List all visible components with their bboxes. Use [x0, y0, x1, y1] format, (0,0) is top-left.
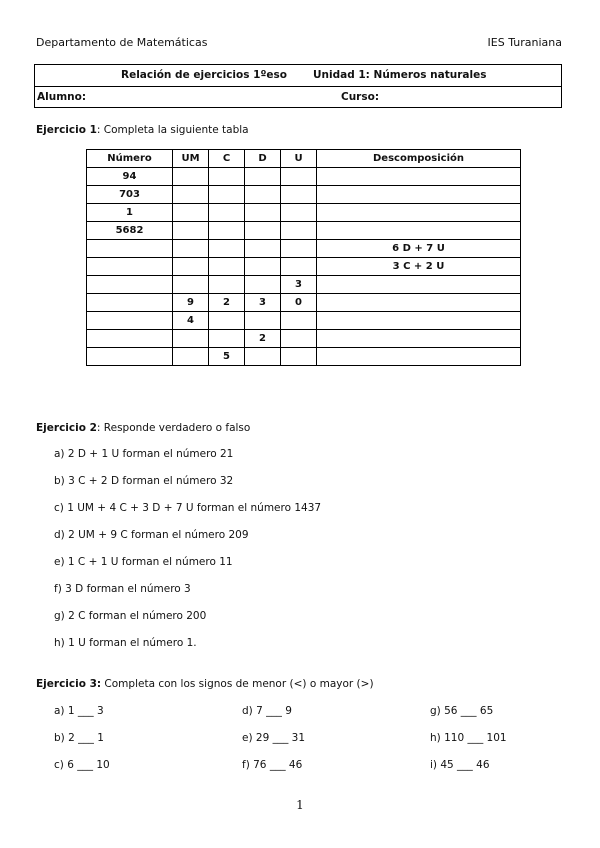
- table-cell: [245, 312, 281, 330]
- table-cell: [173, 330, 209, 348]
- ex3-item-e: e) 29 ___ 31: [242, 732, 306, 744]
- table-cell: 94: [87, 168, 173, 186]
- table-cell: [281, 204, 317, 222]
- table-cell: [209, 240, 245, 258]
- exercise-2-text: : Responde verdadero o falso: [96, 422, 251, 434]
- col-descomposicion: Descomposición: [317, 150, 521, 168]
- table-cell: [173, 276, 209, 294]
- ex2-item-g: g) 2 C forman el número 200: [54, 610, 207, 622]
- table-row: [87, 240, 521, 258]
- table-cell: [245, 186, 281, 204]
- table-cell: 2: [209, 294, 245, 312]
- table-cell: [245, 258, 281, 276]
- table-cell: [281, 330, 317, 348]
- table-cell: 4: [173, 312, 209, 330]
- course-label: Curso:: [341, 91, 380, 103]
- table-row: [87, 258, 521, 276]
- table-cell: [87, 294, 173, 312]
- table-cell: [281, 240, 317, 258]
- table-cell: [245, 276, 281, 294]
- ex2-item-h: h) 1 U forman el número 1.: [54, 637, 197, 649]
- table-cell: [317, 348, 521, 366]
- col-d: D: [245, 150, 281, 168]
- table-cell: [317, 312, 521, 330]
- table-cell: [281, 168, 317, 186]
- table-cell: [87, 330, 173, 348]
- table-header-row: [87, 150, 521, 168]
- table-cell: [317, 186, 521, 204]
- col-numero: Número: [87, 150, 173, 168]
- ex2-item-b: b) 3 C + 2 D forman el número 32: [54, 475, 234, 487]
- table-cell: [281, 258, 317, 276]
- ex3-item-a: a) 1 ___ 3: [54, 705, 104, 717]
- table-cell: [245, 240, 281, 258]
- table-cell: [245, 204, 281, 222]
- table-cell: 703: [87, 186, 173, 204]
- table-cell: [281, 186, 317, 204]
- table-cell: [209, 258, 245, 276]
- page-number: 1: [296, 798, 304, 812]
- table-cell: [173, 240, 209, 258]
- table-cell: 6 D + 7 U: [317, 240, 521, 258]
- table-cell: [209, 222, 245, 240]
- ex3-item-h: h) 110 ___ 101: [430, 732, 507, 744]
- ex3-item-f: f) 76 ___ 46: [242, 759, 303, 771]
- exercise-1-table: [86, 149, 521, 366]
- table-cell: [173, 258, 209, 276]
- table-cell: [317, 294, 521, 312]
- student-label: Alumno:: [37, 91, 87, 103]
- table-cell: 3: [281, 276, 317, 294]
- title-box: [34, 64, 562, 108]
- table-cell: [87, 312, 173, 330]
- table-cell: 0: [281, 294, 317, 312]
- table-row: [87, 222, 521, 240]
- ex2-item-a: a) 2 D + 1 U forman el número 21: [54, 448, 234, 460]
- table-cell: [281, 348, 317, 366]
- table-cell: [87, 348, 173, 366]
- title-row: [35, 65, 561, 87]
- exercise-3-text: Completa con los signos de menor (<) o mayor (>): [101, 678, 374, 690]
- table-cell: [317, 222, 521, 240]
- exercise-2-title: [36, 422, 250, 434]
- exercise-1-title: [36, 124, 249, 136]
- ex3-item-d: d) 7 ___ 9: [242, 705, 292, 717]
- table-cell: [245, 168, 281, 186]
- table-cell: [173, 348, 209, 366]
- col-u: U: [281, 150, 317, 168]
- exercise-3-label: Ejercicio 3:: [36, 678, 102, 690]
- header-department: Departamento de Matemáticas: [36, 36, 208, 49]
- table-row: [87, 330, 521, 348]
- table-cell: [173, 222, 209, 240]
- table-row: [87, 204, 521, 222]
- table-cell: [173, 186, 209, 204]
- table-cell: 9: [173, 294, 209, 312]
- table-cell: [281, 222, 317, 240]
- table-cell: [281, 312, 317, 330]
- table-cell: [317, 330, 521, 348]
- header-school: IES Turaniana: [487, 36, 562, 49]
- table-cell: [245, 348, 281, 366]
- table-row: [87, 312, 521, 330]
- table-cell: [173, 168, 209, 186]
- ex3-item-g: g) 56 ___ 65: [430, 705, 494, 717]
- exercise-1-label: Ejercicio 1: [36, 124, 97, 136]
- table-row: [87, 348, 521, 366]
- table-row: [87, 276, 521, 294]
- table-row: [87, 186, 521, 204]
- ex2-item-f: f) 3 D forman el número 3: [54, 583, 191, 595]
- table-cell: [209, 312, 245, 330]
- table-cell: [317, 276, 521, 294]
- col-um: UM: [173, 150, 209, 168]
- table-cell: [209, 204, 245, 222]
- table-cell: [317, 168, 521, 186]
- table-cell: 3: [245, 294, 281, 312]
- table-cell: [209, 276, 245, 294]
- table-cell: [173, 204, 209, 222]
- table-cell: [209, 330, 245, 348]
- table-cell: [245, 222, 281, 240]
- ex2-item-e: e) 1 C + 1 U forman el número 11: [54, 556, 233, 568]
- ex3-item-i: i) 45 ___ 46: [430, 759, 490, 771]
- table-cell: [87, 276, 173, 294]
- exercise-1-text: : Completa la siguiente tabla: [96, 124, 249, 136]
- student-row: [35, 87, 561, 108]
- ex3-item-c: c) 6 ___ 10: [54, 759, 110, 771]
- table-cell: [209, 168, 245, 186]
- table-cell: 2: [245, 330, 281, 348]
- exercise-3-title: [36, 678, 374, 690]
- table-cell: 5: [209, 348, 245, 366]
- ex2-item-c: c) 1 UM + 4 C + 3 D + 7 U forman el número 1437: [54, 502, 322, 514]
- table-row: [87, 168, 521, 186]
- table-cell: 3 C + 2 U: [317, 258, 521, 276]
- table-cell: [209, 186, 245, 204]
- unit-title: Unidad 1: Números naturales: [313, 69, 487, 81]
- table-row: [87, 294, 521, 312]
- worksheet-title: Relación de ejercicios 1ºeso: [121, 69, 287, 81]
- table-cell: [87, 258, 173, 276]
- ex2-item-d: d) 2 UM + 9 C forman el número 209: [54, 529, 249, 541]
- table-cell: 5682: [87, 222, 173, 240]
- col-c: C: [209, 150, 245, 168]
- exercise-2-label: Ejercicio 2: [36, 422, 97, 434]
- ex3-item-b: b) 2 ___ 1: [54, 732, 104, 744]
- table-cell: 1: [87, 204, 173, 222]
- table-cell: [317, 204, 521, 222]
- table-cell: [87, 240, 173, 258]
